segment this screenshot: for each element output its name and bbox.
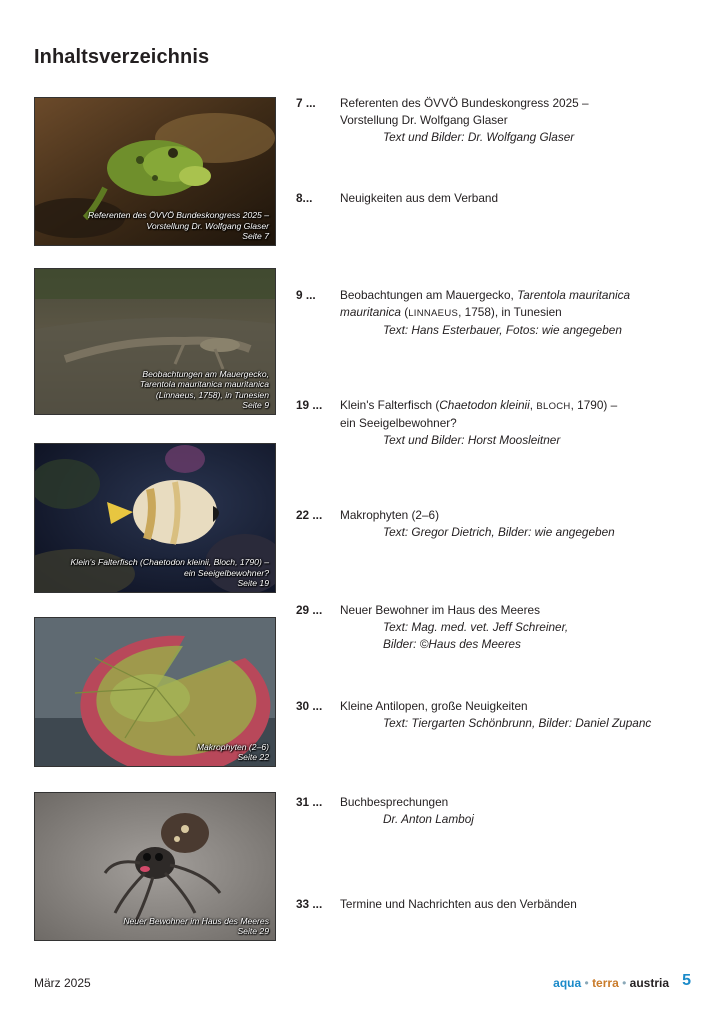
thumbnail-caption: Referenten des ÖVVÖ Bundeskongress 2025 – Vorstellung Dr. Wolfgang Glaser Seite 7 bbox=[87, 210, 269, 241]
toc-credit: Text: Mag. med. vet. Jeff Schreiner, bbox=[383, 620, 569, 634]
toc-credit: Text und Bilder: Horst Moosleitner bbox=[383, 433, 561, 447]
toc-credit: Text und Bilder: Dr. Wolfgang Glaser bbox=[383, 130, 575, 144]
thumbnail-caption: Makrophyten (2–6) Seite 22 bbox=[196, 741, 269, 762]
toc-page-number: 9 ... bbox=[296, 288, 316, 302]
toc-entry-9[interactable] bbox=[296, 287, 696, 339]
toc-page-number: 7 ... bbox=[296, 96, 316, 110]
toc-page-number: 31 ... bbox=[296, 795, 323, 809]
thumbnail-gecko[interactable] bbox=[34, 268, 276, 415]
magazine-brand: aqua • terra • austria bbox=[553, 976, 669, 990]
toc-page-number: 8... bbox=[296, 191, 313, 205]
issue-date: März 2025 bbox=[34, 976, 91, 990]
toc-page-number: 22 ... bbox=[296, 508, 323, 522]
toc-title: Beobachtungen am Mauergecko, Tarentola mauritanica mauritanica (LINNAEUS, 1758), in Tunesien bbox=[340, 288, 631, 319]
thumbnail-fish[interactable] bbox=[34, 443, 276, 593]
toc-credit: Text: Hans Esterbauer, Fotos: wie angegeben bbox=[383, 323, 622, 337]
thumbnail-caption: Neuer Bewohner im Haus des Meeres Seite 29 bbox=[123, 915, 269, 936]
toc-credit: Text: Gregor Dietrich, Bilder: wie angegeben bbox=[383, 525, 615, 539]
toc-credit: Dr. Anton Lamboj bbox=[383, 812, 474, 826]
toc-title: Neuer Bewohner im Haus des Meeres bbox=[340, 603, 540, 617]
page-title: Inhaltsverzeichnis bbox=[34, 46, 210, 68]
page-number: 5 bbox=[682, 972, 691, 989]
toc-title: Makrophyten (2–6) bbox=[340, 508, 440, 522]
toc-entry-33[interactable] bbox=[296, 896, 696, 913]
thumbnail-leaf[interactable] bbox=[34, 617, 276, 767]
toc-entry-19[interactable] bbox=[296, 397, 696, 449]
toc-credit: Text: Tiergarten Schönbrunn, Bilder: Daniel Zupanc bbox=[383, 716, 652, 730]
toc-credit: Bilder: ©Haus des Meeres bbox=[383, 637, 521, 651]
toc-page-number: 33 ... bbox=[296, 897, 323, 911]
toc-title: Buchbesprechungen bbox=[340, 795, 449, 809]
thumbnail-spider[interactable] bbox=[34, 792, 276, 941]
toc-entry-30[interactable] bbox=[296, 698, 696, 732]
toc-entry-8[interactable] bbox=[296, 190, 696, 207]
toc-title: Neuigkeiten aus dem Verband bbox=[340, 191, 499, 205]
toc-title: Klein's Falterfisch (Chaetodon kleinii, BLOCH, 1790) – ein Seeigelbewohner? bbox=[340, 398, 618, 430]
thumbnail-caption: Klein's Falterfisch (Chaetodon kleinii, Bloch, 1790) – ein Seeigelbewohner? Seite 19 bbox=[70, 557, 269, 588]
toc-entry-22[interactable] bbox=[296, 507, 696, 541]
toc-title: Referenten des ÖVVÖ Bundeskongress 2025 – Vorstellung Dr. Wolfgang Glaser bbox=[340, 96, 589, 127]
toc-page-number: 29 ... bbox=[296, 603, 323, 617]
thumbnail-caption: Beobachtungen am Mauergecko, Tarentola mauritanica mauritanica (Linnaeus, 1758), in Tunesien Seite 9 bbox=[139, 369, 269, 410]
toc-entry-29[interactable] bbox=[296, 602, 696, 653]
toc-title: Kleine Antilopen, große Neuigkeiten bbox=[340, 699, 528, 713]
thumbnail-frog[interactable] bbox=[34, 97, 276, 246]
toc-page-number: 30 ... bbox=[296, 699, 323, 713]
toc-title: Termine und Nachrichten aus den Verbänden bbox=[340, 897, 577, 911]
toc-entry-7[interactable] bbox=[296, 95, 696, 146]
toc-entry-31[interactable] bbox=[296, 794, 696, 828]
toc-page-number: 19 ... bbox=[296, 398, 323, 412]
